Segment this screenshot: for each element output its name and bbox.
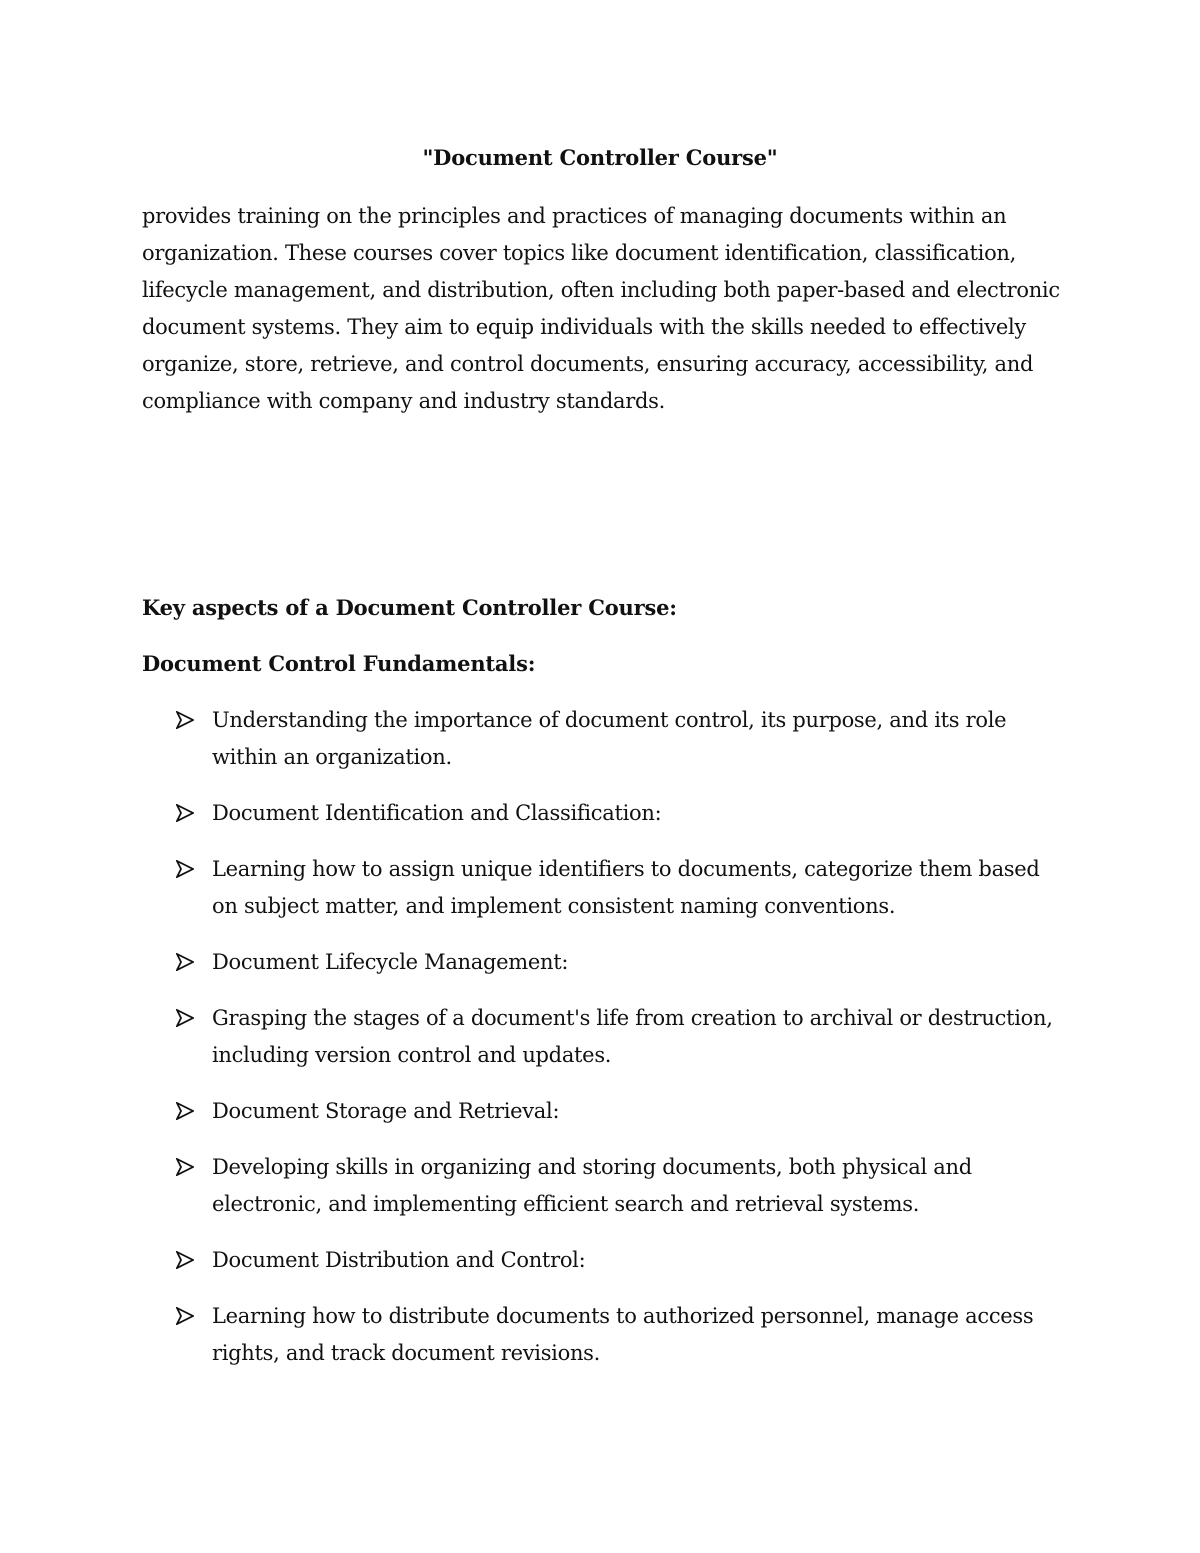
bullet-text: Understanding the importance of document control, its purpose, and its role within an organization. <box>212 708 1007 769</box>
arrowhead-bullet-icon <box>176 953 194 971</box>
bullet-item <box>142 944 1062 981</box>
bullet-text: Developing skills in organizing and storing documents, both physical and electronic, and implementing efficient search and retrieval systems. <box>212 1155 972 1216</box>
bullet-item <box>142 1093 1062 1130</box>
arrowhead-bullet-icon <box>176 804 194 822</box>
arrowhead-bullet-icon <box>176 1307 194 1325</box>
arrowhead-bullet-icon <box>176 1158 194 1176</box>
bullet-item <box>142 1000 1062 1074</box>
bullet-item <box>142 1149 1062 1223</box>
arrowhead-bullet-icon <box>176 860 194 878</box>
bullet-text: Document Identification and Classification: <box>212 801 662 825</box>
bullet-text: Document Distribution and Control: <box>212 1248 586 1272</box>
key-aspects-heading: Key aspects of a Document Controller Course: <box>142 595 677 620</box>
arrowhead-bullet-icon <box>176 1251 194 1269</box>
bullet-item <box>142 1242 1062 1279</box>
bullet-text: Document Lifecycle Management: <box>212 950 569 974</box>
document-title: "Document Controller Course" <box>422 145 778 170</box>
bullet-text: Document Storage and Retrieval: <box>212 1099 560 1123</box>
bullet-text: Learning how to distribute documents to authorized personnel, manage access rights, and track document revisions. <box>212 1304 1034 1365</box>
bullet-item <box>142 851 1062 925</box>
bullet-text: Grasping the stages of a document's life from creation to archival or destruction, including version control and updates. <box>212 1006 1053 1067</box>
bullet-item <box>142 795 1062 832</box>
bullet-text: Learning how to assign unique identifiers to documents, categorize them based on subject matter, and implement consistent naming conventions. <box>212 857 1040 918</box>
intro-paragraph: provides training on the principles and practices of managing documents within an organization. These courses cover topics like document identification, classification, lifecycle management, and distribution, often including both paper-based and electronic document systems. They aim to equip individuals with the skills needed to effectively organize, store, retrieve, and control documents, ensuring accuracy, accessibility, and compliance with company and industry standards. <box>142 204 1060 413</box>
arrowhead-bullet-icon <box>176 711 194 729</box>
aspects-bullet-list <box>142 702 1062 1391</box>
arrowhead-bullet-icon <box>176 1102 194 1120</box>
bullet-item <box>142 702 1062 776</box>
fundamentals-heading: Document Control Fundamentals: <box>142 651 536 676</box>
arrowhead-bullet-icon <box>176 1009 194 1027</box>
bullet-item <box>142 1298 1062 1372</box>
